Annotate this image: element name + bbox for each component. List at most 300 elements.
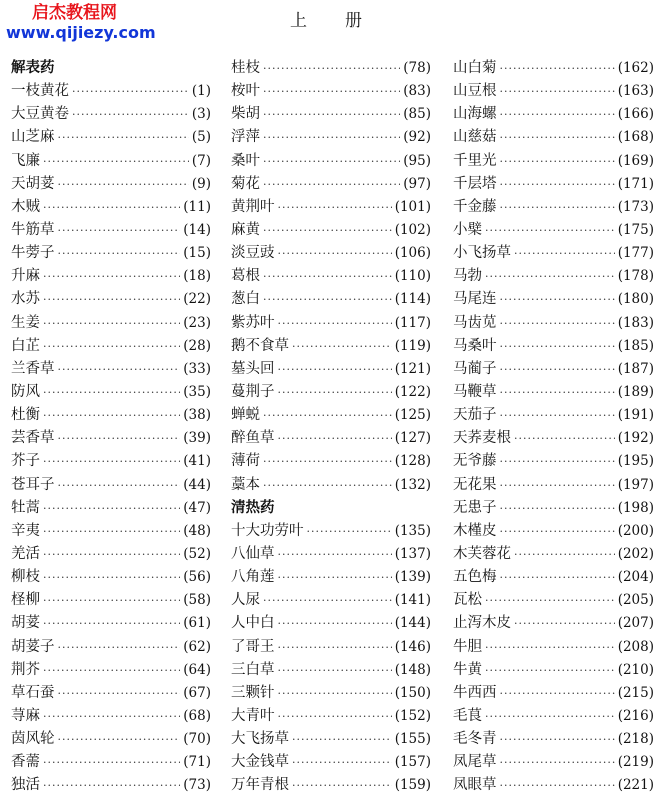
entry-term: 苍耳子	[11, 476, 55, 493]
entry-term: 十大功劳叶	[231, 522, 304, 539]
toc-entry	[231, 635, 431, 658]
dot-leader	[514, 548, 615, 561]
toc-entry	[231, 264, 431, 287]
toc-entry	[453, 588, 654, 611]
entry-page-number: (218)	[617, 731, 654, 748]
entry-term: 胡荽子	[11, 638, 55, 655]
entry-term: 木贼	[11, 198, 40, 215]
dot-leader	[43, 502, 180, 515]
dot-leader	[263, 178, 400, 191]
entry-page-number: (163)	[617, 83, 654, 100]
toc-entry	[11, 473, 211, 496]
dot-leader	[485, 594, 615, 607]
entry-term: 牡蒿	[11, 499, 40, 516]
entry-term: 杜衡	[11, 407, 40, 424]
toc-entry	[11, 195, 211, 218]
toc-entry	[231, 565, 431, 588]
dot-leader	[500, 409, 615, 422]
dot-leader	[278, 432, 392, 445]
entry-page-number: (68)	[183, 707, 211, 724]
entry-page-number: (48)	[183, 522, 211, 539]
dot-leader	[278, 386, 392, 399]
entry-term: 马勃	[453, 268, 482, 285]
dot-leader	[292, 779, 392, 792]
entry-page-number: (205)	[617, 592, 654, 609]
toc-entry	[11, 588, 211, 611]
toc-entry	[11, 611, 211, 634]
entry-term: 水苏	[11, 291, 40, 308]
toc-entry	[231, 473, 431, 496]
dot-leader	[263, 62, 400, 75]
dot-leader	[58, 733, 181, 746]
dot-leader	[500, 293, 615, 306]
toc-entry	[231, 380, 431, 403]
toc-entry	[11, 311, 211, 334]
entry-term: 八角莲	[231, 569, 275, 586]
dot-leader	[500, 155, 615, 168]
toc-entry	[453, 681, 654, 704]
toc-entry	[11, 542, 211, 565]
entry-term: 木芙蓉花	[453, 545, 511, 562]
entry-term: 山芝麻	[11, 129, 55, 146]
toc-entry	[453, 727, 654, 750]
dot-leader	[43, 340, 180, 353]
toc-entry	[231, 542, 431, 565]
toc-entry	[231, 149, 431, 172]
entry-term: 千里光	[453, 152, 497, 169]
dot-leader	[43, 756, 180, 769]
dot-leader	[278, 363, 392, 376]
entry-term: 无患子	[453, 499, 497, 516]
entry-term: 桑叶	[231, 152, 260, 169]
watermark	[6, 4, 156, 42]
entry-term: 三白草	[231, 661, 275, 678]
entry-term: 薄荷	[231, 453, 260, 470]
dot-leader	[263, 479, 392, 492]
toc-entry	[453, 750, 654, 773]
toc-entry	[453, 195, 654, 218]
entry-page-number: (95)	[403, 152, 431, 169]
entry-page-number: (122)	[394, 383, 431, 400]
toc-entry	[453, 611, 654, 634]
dot-leader	[43, 571, 180, 584]
toc-entry	[453, 287, 654, 310]
entry-page-number: (200)	[617, 522, 654, 539]
entry-page-number: (119)	[394, 337, 431, 354]
dot-leader	[43, 710, 180, 723]
entry-page-number: (71)	[183, 754, 211, 771]
dot-leader	[514, 617, 615, 630]
entry-term: 马齿苋	[453, 314, 497, 331]
entry-page-number: (148)	[394, 661, 431, 678]
entry-term: 辛夷	[11, 522, 40, 539]
toc-entry	[231, 79, 431, 102]
dot-leader	[500, 131, 615, 144]
toc-entry	[231, 195, 431, 218]
entry-term: 八仙草	[231, 545, 275, 562]
dot-leader	[485, 270, 615, 283]
dot-leader	[43, 386, 180, 399]
watermark-site-name: 启杰教程网	[32, 3, 117, 23]
section-title: 解表药	[11, 59, 55, 76]
entry-page-number: (162)	[617, 60, 654, 76]
entry-page-number: (1)	[191, 83, 211, 100]
dot-leader	[278, 201, 392, 214]
entry-page-number: (204)	[617, 569, 654, 586]
entry-page-number: (157)	[394, 754, 431, 771]
entry-page-number: (41)	[183, 453, 211, 470]
toc-entry	[11, 149, 211, 172]
entry-term: 升麻	[11, 268, 40, 285]
dot-leader	[43, 293, 180, 306]
entry-term: 毛茛	[453, 707, 482, 724]
entry-term: 芥子	[11, 453, 40, 470]
entry-page-number: (197)	[617, 476, 654, 493]
toc-entry	[11, 727, 211, 750]
toc-entry	[231, 588, 431, 611]
entry-term: 木槿皮	[453, 522, 497, 539]
toc-column-3	[453, 56, 654, 797]
dot-leader	[500, 733, 615, 746]
dot-leader	[500, 687, 615, 700]
dot-leader	[307, 525, 392, 538]
entry-term: 马尾连	[453, 291, 497, 308]
entry-page-number: (178)	[617, 268, 654, 285]
toc-entry	[231, 125, 431, 148]
toc-entry	[453, 357, 654, 380]
toc-entry	[231, 241, 431, 264]
entry-term: 大金钱草	[231, 754, 289, 771]
entry-term: 葱白	[231, 291, 260, 308]
entry-page-number: (207)	[617, 615, 654, 632]
dot-leader	[485, 664, 615, 677]
entry-page-number: (195)	[617, 453, 654, 470]
toc-entry	[453, 773, 654, 796]
toc-entry	[11, 218, 211, 241]
entry-term: 毛冬青	[453, 731, 497, 748]
toc-entry	[11, 79, 211, 102]
entry-term: 牛黄	[453, 661, 482, 678]
toc-entry	[11, 172, 211, 195]
entry-term: 马蔺子	[453, 360, 497, 377]
entry-term: 瓦松	[453, 592, 482, 609]
entry-term: 飞廉	[11, 152, 40, 169]
entry-page-number: (101)	[394, 198, 431, 215]
entry-term: 菊花	[231, 175, 260, 192]
entry-term: 兰香草	[11, 360, 55, 377]
entry-page-number: (221)	[617, 777, 654, 794]
toc-entry	[11, 125, 211, 148]
entry-page-number: (102)	[394, 221, 431, 238]
entry-term: 蝉蜕	[231, 407, 260, 424]
toc-entry	[11, 287, 211, 310]
entry-term: 柴胡	[231, 106, 260, 123]
entry-page-number: (56)	[183, 569, 211, 586]
toc-entry	[231, 750, 431, 773]
entry-page-number: (155)	[394, 731, 431, 748]
dot-leader	[43, 594, 180, 607]
entry-page-number: (150)	[394, 684, 431, 701]
toc-entry	[11, 773, 211, 796]
toc-entry	[453, 264, 654, 287]
entry-page-number: (185)	[617, 337, 654, 354]
entry-page-number: (97)	[403, 175, 431, 192]
entry-term: 山豆根	[453, 83, 497, 100]
entry-term: 牛筋草	[11, 221, 55, 238]
entry-term: 生姜	[11, 314, 40, 331]
dot-leader	[500, 201, 615, 214]
entry-term: 凤眼草	[453, 777, 497, 794]
entry-page-number: (38)	[183, 407, 211, 424]
toc-entry	[453, 241, 654, 264]
entry-page-number: (47)	[183, 499, 211, 516]
toc-entry	[453, 149, 654, 172]
entry-term: 凤尾草	[453, 754, 497, 771]
dot-leader	[500, 756, 615, 769]
entry-term: 黄荆叶	[231, 198, 275, 215]
toc-entry	[231, 218, 431, 241]
dot-leader	[485, 641, 615, 654]
entry-page-number: (216)	[617, 707, 654, 724]
dot-leader	[58, 363, 181, 376]
toc-entry	[11, 635, 211, 658]
entry-page-number: (202)	[617, 545, 654, 562]
entry-page-number: (58)	[183, 592, 211, 609]
entry-term: 柽柳	[11, 592, 40, 609]
entry-page-number: (35)	[183, 383, 211, 400]
entry-page-number: (52)	[183, 545, 211, 562]
dot-leader	[58, 687, 181, 700]
dot-leader	[58, 641, 181, 654]
entry-page-number: (135)	[394, 522, 431, 539]
entry-page-number: (62)	[183, 638, 211, 655]
entry-page-number: (18)	[183, 268, 211, 285]
toc-entry	[11, 403, 211, 426]
entry-term: 紫苏叶	[231, 314, 275, 331]
dot-leader	[278, 687, 392, 700]
toc-entry	[453, 449, 654, 472]
toc-entry	[453, 704, 654, 727]
toc-entry	[231, 611, 431, 634]
entry-page-number: (191)	[617, 407, 654, 424]
dot-leader	[58, 432, 181, 445]
dot-leader	[72, 85, 189, 98]
entry-term: 芸香草	[11, 430, 55, 447]
entry-page-number: (183)	[617, 314, 654, 331]
entry-page-number: (219)	[617, 754, 654, 771]
entry-page-number: (78)	[403, 60, 431, 76]
entry-term: 千层塔	[453, 175, 497, 192]
dot-leader	[43, 270, 180, 283]
toc-entry	[231, 426, 431, 449]
dot-leader	[263, 594, 392, 607]
dot-leader	[58, 479, 181, 492]
dot-leader	[500, 479, 615, 492]
entry-term: 山白菊	[453, 60, 497, 76]
dot-leader	[43, 409, 180, 422]
dot-leader	[278, 317, 392, 330]
dot-leader	[500, 455, 615, 468]
entry-term: 无爷藤	[453, 453, 497, 470]
toc-entry	[231, 704, 431, 727]
entry-term: 草石蚕	[11, 684, 55, 701]
entry-page-number: (187)	[617, 360, 654, 377]
entry-term: 天胡荽	[11, 175, 55, 192]
entry-page-number: (175)	[617, 221, 654, 238]
entry-page-number: (141)	[394, 592, 431, 609]
entry-page-number: (114)	[394, 291, 431, 308]
entry-page-number: (139)	[394, 569, 431, 586]
entry-term: 荨麻	[11, 707, 40, 724]
entry-page-number: (125)	[394, 407, 431, 424]
entry-term: 桂枝	[231, 60, 260, 76]
entry-page-number: (208)	[617, 638, 654, 655]
entry-page-number: (110)	[394, 268, 431, 285]
section-heading	[231, 496, 431, 519]
entry-term: 大飞扬草	[231, 731, 289, 748]
dot-leader	[514, 432, 615, 445]
dot-leader	[278, 710, 392, 723]
entry-term: 止泻木皮	[453, 615, 511, 632]
entry-page-number: (83)	[403, 83, 431, 100]
toc-entry	[231, 56, 431, 79]
entry-term: 大豆黄卷	[11, 106, 69, 123]
toc-entry	[453, 496, 654, 519]
toc-entry	[231, 403, 431, 426]
toc-entry	[453, 218, 654, 241]
dot-leader	[278, 548, 392, 561]
dot-leader	[43, 548, 180, 561]
toc-entry	[231, 287, 431, 310]
toc-entry	[453, 334, 654, 357]
entry-page-number: (22)	[183, 291, 211, 308]
entry-page-number: (14)	[183, 221, 211, 238]
toc-entry	[231, 449, 431, 472]
entry-term: 香薷	[11, 754, 40, 771]
dot-leader	[263, 85, 400, 98]
dot-leader	[263, 409, 392, 422]
entry-page-number: (128)	[394, 453, 431, 470]
dot-leader	[43, 455, 180, 468]
entry-page-number: (171)	[617, 175, 654, 192]
toc-entry	[231, 311, 431, 334]
toc-entry	[11, 519, 211, 542]
dot-leader	[500, 363, 615, 376]
entry-page-number: (7)	[191, 152, 211, 169]
dot-leader	[43, 617, 180, 630]
dot-leader	[485, 710, 615, 723]
entry-page-number: (85)	[403, 106, 431, 123]
toc-entry	[11, 380, 211, 403]
entry-term: 无花果	[453, 476, 497, 493]
entry-page-number: (180)	[617, 291, 654, 308]
volume-title: 上册	[290, 11, 400, 31]
dot-leader	[292, 733, 392, 746]
toc-entry	[11, 658, 211, 681]
entry-page-number: (70)	[183, 731, 211, 748]
entry-page-number: (11)	[183, 198, 211, 215]
toc-entry	[453, 311, 654, 334]
entry-term: 五色梅	[453, 569, 497, 586]
entry-term: 淡豆豉	[231, 245, 275, 262]
entry-page-number: (3)	[191, 106, 211, 123]
entry-page-number: (33)	[183, 360, 211, 377]
dot-leader	[43, 201, 180, 214]
entry-page-number: (92)	[403, 129, 431, 146]
entry-page-number: (73)	[183, 777, 211, 794]
dot-leader	[263, 293, 392, 306]
entry-term: 荆芥	[11, 661, 40, 678]
entry-term: 马鞭草	[453, 383, 497, 400]
entry-page-number: (44)	[183, 476, 211, 493]
entry-term: 防风	[11, 383, 40, 400]
entry-page-number: (166)	[617, 106, 654, 123]
dot-leader	[278, 571, 392, 584]
toc-entry	[231, 773, 431, 796]
entry-term: 墓头回	[231, 360, 275, 377]
entry-term: 小檗	[453, 221, 482, 238]
entry-page-number: (168)	[617, 129, 654, 146]
section-heading	[11, 56, 211, 79]
entry-page-number: (23)	[183, 314, 211, 331]
entry-page-number: (198)	[617, 499, 654, 516]
entry-term: 山海螺	[453, 106, 497, 123]
entry-term: 了哥王	[231, 638, 275, 655]
entry-page-number: (9)	[191, 175, 211, 192]
entry-page-number: (127)	[394, 430, 431, 447]
dot-leader	[500, 502, 615, 515]
toc-entry	[231, 357, 431, 380]
dot-leader	[485, 224, 615, 237]
toc-entry	[453, 658, 654, 681]
dot-leader	[263, 224, 392, 237]
dot-leader	[58, 247, 181, 260]
dot-leader	[500, 62, 615, 75]
toc-entry	[231, 519, 431, 542]
toc-entry	[231, 658, 431, 681]
toc-entry	[453, 635, 654, 658]
dot-leader	[43, 525, 180, 538]
entry-term: 牛西西	[453, 684, 497, 701]
toc-entry	[11, 241, 211, 264]
dot-leader	[43, 155, 189, 168]
dot-leader	[72, 108, 189, 121]
entry-term: 白芷	[11, 337, 40, 354]
entry-page-number: (169)	[617, 152, 654, 169]
section-title: 清热药	[231, 498, 275, 516]
dot-leader	[278, 664, 392, 677]
entry-term: 千金藤	[453, 198, 497, 215]
toc-entry	[453, 426, 654, 449]
entry-page-number: (61)	[183, 615, 211, 632]
dot-leader	[58, 224, 181, 237]
dot-leader	[500, 317, 615, 330]
entry-page-number: (192)	[617, 430, 654, 447]
dot-leader	[263, 455, 392, 468]
toc-entry	[11, 496, 211, 519]
entry-term: 马桑叶	[453, 337, 497, 354]
toc-entry	[231, 172, 431, 195]
watermark-url: www.qijiezy.com	[6, 22, 156, 42]
dot-leader	[292, 340, 392, 353]
dot-leader	[278, 247, 392, 260]
toc-entry	[11, 750, 211, 773]
toc-entry	[453, 473, 654, 496]
toc-entry	[11, 449, 211, 472]
dot-leader	[500, 571, 615, 584]
entry-page-number: (121)	[394, 360, 431, 377]
entry-page-number: (132)	[394, 476, 431, 493]
